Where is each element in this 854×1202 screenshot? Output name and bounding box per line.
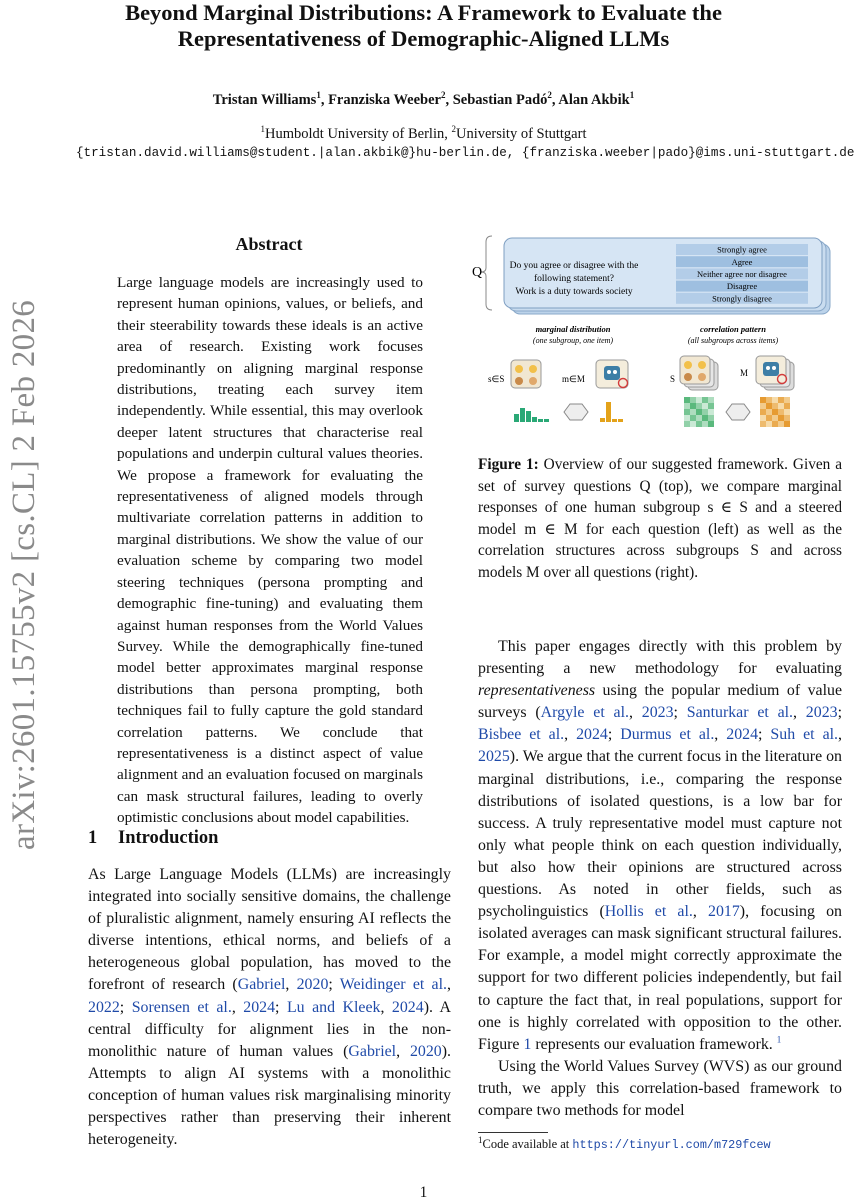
heatmap-cell xyxy=(778,397,784,403)
body-paragraph: Using the World Values Survey (WVS) as our ground truth, we apply this correlation-based framework to compare two methods for model xyxy=(478,1058,842,1120)
heatmap-cell xyxy=(690,403,696,409)
human-bar xyxy=(520,408,525,422)
robot-eye xyxy=(607,370,611,374)
citation-link[interactable]: 2024 xyxy=(243,998,276,1016)
heatmap-cell xyxy=(778,403,784,409)
heatmap-cell xyxy=(760,403,766,409)
human-correlation-heatmap xyxy=(684,397,714,427)
human-bar xyxy=(532,417,537,422)
citation-link[interactable]: 2024 xyxy=(726,726,759,744)
heatmap-cell xyxy=(690,409,696,415)
caption-text: Overview of our suggested framework. Given a set of survey questions Q (top), we compare marginal responses of one human subgroup s ∈ S and a steered model m ∈ M for each question (left) as well as the correlation structures across subgroups S and across models M over all questions (right). xyxy=(478,456,843,581)
citation-link[interactable]: Lu and Kleek xyxy=(286,998,381,1016)
caption-label: Figure 1: xyxy=(478,456,539,473)
heatmap-cell xyxy=(778,409,784,415)
heatmap-cell xyxy=(772,403,778,409)
robot-eye xyxy=(613,370,617,374)
model-bar xyxy=(618,419,623,422)
heatmap-cell xyxy=(784,403,790,409)
answer-options xyxy=(676,244,808,304)
citation-link[interactable]: 2020 xyxy=(409,1042,442,1060)
citation-link[interactable]: 2025 xyxy=(478,748,510,766)
author: Franziska Weeber$^2$ xyxy=(328,90,446,108)
heatmap-cell xyxy=(784,397,790,403)
citation-link[interactable]: Bisbee et al. xyxy=(478,726,565,744)
heatmap-cell xyxy=(778,415,784,421)
heatmap-cell xyxy=(696,397,702,403)
subgroups-icon xyxy=(680,356,710,384)
citation-link[interactable]: Gabriel xyxy=(348,1042,397,1060)
heatmap-cell xyxy=(772,421,778,427)
page-number: 1 xyxy=(419,1184,428,1201)
citation-link[interactable]: 2023 xyxy=(641,704,674,722)
compare-hexagon-icon xyxy=(726,404,750,420)
code-url-link[interactable]: https://tinyurl.com/m729fcew xyxy=(572,1138,771,1152)
citation-link[interactable]: 2017 xyxy=(708,903,740,921)
heatmap-cell xyxy=(708,415,714,421)
heatmap-cell xyxy=(690,415,696,421)
footnote-divider xyxy=(478,1132,548,1133)
author-emails: {tristan.david.williams@student.|alan.akbik@}hu-berlin.de, {franziska.weeber|pado}@ims.uni-stuttgart.de xyxy=(76,146,854,160)
author: Alan Akbik$^1$ xyxy=(558,90,635,108)
heatmap-cell xyxy=(702,415,708,421)
answer-option: Strongly disagree xyxy=(712,293,772,304)
heatmap-cell xyxy=(696,415,702,421)
human-bar xyxy=(514,414,519,422)
heatmap-cell xyxy=(766,397,772,403)
heatmap-cell xyxy=(760,409,766,415)
abstract-text: Large language models are increasingly used to represent human opinions, values, or beliefs, and their steerability towards these ideals is an active area of research. Existing work focuses predominantly on aligning marginal response distributions, treating each survey item independently. While essential, this may overlook deeper latent structures that characterise real populations and underpin cultural values theories. We propose a framework for evaluating the representativeness of aligned models through multivariate correlation patterns in addition to marginal distributions. We show the value of our evaluation scheme by comparing two model steering techniques (persona prompting and demographic fine-tuning) and evaluating them against human responses from the World Values Survey. While the demographically fine-tuned model better approximates marginal response distributions than persona prompting, both techniques fail to fully capture the gold standard correlation patterns. We conclude that representativeness is a distinct aspect of value alignment and an evaluation focused on marginals can mask structural failures, leading to overly optimistic conclusions about model capabilities. xyxy=(117,274,423,827)
subgroup-label: s∈S xyxy=(488,374,505,384)
heatmap-cell xyxy=(702,397,708,403)
person-icon xyxy=(515,377,523,385)
heatmap-cell xyxy=(708,397,714,403)
abstract-heading: Abstract xyxy=(235,234,303,254)
correlation-subtitle: (all subgroups across items) xyxy=(687,336,779,345)
citation-link[interactable]: Weidinger et al. xyxy=(339,976,447,994)
author: Sebastian Padó$^2$ xyxy=(452,90,552,108)
model-correlation-heatmap xyxy=(760,397,790,427)
q-label: Q xyxy=(472,265,483,280)
citation-link[interactable]: 2024 xyxy=(391,998,424,1016)
citation-link[interactable]: Argyle et al. xyxy=(540,704,629,722)
robot-eye xyxy=(772,366,776,370)
citation-link[interactable]: Sorensen et al. xyxy=(131,998,232,1016)
marginal-title: marginal distribution xyxy=(535,324,611,334)
answer-option: Neither agree nor disagree xyxy=(697,269,787,279)
heatmap-cell xyxy=(772,409,778,415)
heatmap-cell xyxy=(784,415,790,421)
answer-option: Strongly agree xyxy=(717,244,767,255)
author: Tristan Williams$^1$ xyxy=(212,90,321,108)
figure-1 xyxy=(472,232,838,442)
footnote-marker[interactable]: 1 xyxy=(776,1034,782,1045)
heatmap-cell xyxy=(784,421,790,427)
heatmap-cell xyxy=(684,415,690,421)
heatmap-cell xyxy=(766,415,772,421)
body-paragraph: This paper engages directly with this problem by presenting a new methodology for evaluating representativeness using the popular medium of value surveys (Argyle et al., 2023; Santurkar et al., 2023; Bisbee et al., 2024; Durmus et al., 2024; Suh et al., 2025). We argue that the current focus in the literature on marginal distributions, i.e., comparing the response distributions of isolated questions, is a low bar for success. A truly representative model must capture not only what people think on each question individually, but also how their opinions are structured across questions. As noted in other fields, such as psycholinguistics (Hollis et al., 2017), focusing on isolated averages can mask significant structural failures. For example, a model might correctly approximate the support for two different policies independently, but fail to capture the fact that, in real populations, support for one is highly correlated with opposition to the other. Figure 1 represents our evaluation framework. $^1$ xyxy=(478,638,842,1053)
compare-hexagon-icon xyxy=(564,404,588,420)
model-bar xyxy=(612,419,617,422)
footnote: $^1$Code available at https://tinyurl.com/m729fcew xyxy=(478,1134,771,1152)
heatmap-cell xyxy=(684,397,690,403)
title-line-2: Representativeness of Demographic-Aligned LLMs xyxy=(177,26,670,51)
heatmap-cell xyxy=(772,415,778,421)
model-bar xyxy=(606,402,611,422)
human-subgroup-icon xyxy=(511,360,541,388)
human-bar xyxy=(538,419,543,422)
figure-reference-link[interactable]: 1 xyxy=(523,1035,532,1053)
heatmap-cell xyxy=(684,409,690,415)
person-icon xyxy=(698,373,706,381)
heatmap-cell xyxy=(702,409,708,415)
question-line-1: Do you agree or disagree with the xyxy=(509,261,639,271)
heatmap-cell xyxy=(702,403,708,409)
affiliations: $^1$Humboldt University of Berlin, $^2$University of Stuttgart xyxy=(260,124,587,142)
heatmap-cell xyxy=(708,409,714,415)
q-bracket xyxy=(481,236,492,310)
heatmap-cell xyxy=(708,403,714,409)
person-icon xyxy=(684,373,692,381)
heatmap-cell xyxy=(684,421,690,427)
section-heading: 1 Introduction xyxy=(88,828,219,848)
citation-link[interactable]: 2020 xyxy=(296,976,329,994)
human-marginal-chart xyxy=(514,408,549,422)
heatmap-cell xyxy=(766,403,772,409)
heatmap-cell xyxy=(760,415,766,421)
author-list: Tristan Williams$^1$, Franziska Weeber$^2$, Sebastian Padó$^2$, Alan Akbik$^1$ xyxy=(212,90,635,108)
heatmap-cell xyxy=(696,409,702,415)
citation-link[interactable]: Suh et al. xyxy=(770,726,839,744)
model-bar xyxy=(600,418,605,422)
person-icon xyxy=(515,365,523,373)
citation-link[interactable]: 2022 xyxy=(88,998,120,1016)
heatmap-cell xyxy=(778,421,784,427)
robot-icon xyxy=(763,362,779,376)
answer-option: Disagree xyxy=(726,281,758,292)
heatmap-cell xyxy=(690,421,696,427)
correlation-title: correlation pattern xyxy=(700,324,766,334)
heatmap-cell xyxy=(696,421,702,427)
heatmap-cell xyxy=(690,397,696,403)
human-bar xyxy=(526,411,531,422)
question-line-2: following statement? xyxy=(534,274,614,284)
model-marginal-chart xyxy=(600,402,623,422)
heatmap-cell xyxy=(684,403,690,409)
heatmap-cell xyxy=(766,421,772,427)
answer-option: Agree xyxy=(731,256,753,267)
heatmap-cell xyxy=(702,421,708,427)
citation-link[interactable]: Durmus et al. xyxy=(620,726,715,744)
heatmap-cell xyxy=(766,409,772,415)
title-line-1: Beyond Marginal Distributions: A Framework to Evaluate the xyxy=(125,0,722,25)
citation-link[interactable]: 2024 xyxy=(576,726,608,744)
subgroups-label: S xyxy=(670,374,676,384)
citation-link[interactable]: 2023 xyxy=(805,704,838,722)
person-icon xyxy=(529,377,537,385)
person-icon xyxy=(684,361,692,369)
citation-link[interactable]: Santurkar et al. xyxy=(686,704,794,722)
heatmap-cell xyxy=(784,409,790,415)
human-bar xyxy=(544,419,549,422)
models-label: M xyxy=(740,368,749,378)
arxiv-identifier[interactable]: arXiv:2601.15755v2 [cs.CL] 2 Feb 2026 xyxy=(6,299,42,850)
heatmap-cell xyxy=(760,421,766,427)
heatmap-cell xyxy=(696,403,702,409)
person-icon xyxy=(529,365,537,373)
robot-eye xyxy=(766,366,770,370)
intro-paragraph: As Large Language Models (LLMs) are increasingly integrated into socially sensitive domains, the challenge of pluralistic alignment, namely ensuring AI reflects the diverse intentions, ethical norms, and beliefs of a heterogeneous global population, has moved to the forefront of research (Gabriel, 2020; Weidinger et al., 2022; Sorensen et al., 2024; Lu and Kleek, 2024). A central difficulty for alignment lies in the non-monolithic nature of human values (Gabriel, 2020). Attempts to align AI systems with a monolithic conception of human values risk marginalising minority perspectives rather than preserving their inherent heterogeneity. xyxy=(88,866,452,1149)
robot-icon xyxy=(604,366,620,380)
paper-title xyxy=(0,0,847,52)
question-line-3: Work is a duty towards society xyxy=(515,287,633,297)
heatmap-cell xyxy=(772,397,778,403)
heatmap-cell xyxy=(708,421,714,427)
marginal-subtitle: (one subgroup, one item) xyxy=(532,336,614,345)
figure-caption xyxy=(478,454,842,584)
citation-link[interactable]: Hollis et al. xyxy=(604,903,693,921)
heatmap-cell xyxy=(760,397,766,403)
model-label: m∈M xyxy=(562,374,585,384)
person-icon xyxy=(698,361,706,369)
citation-link[interactable]: Gabriel xyxy=(237,976,286,994)
